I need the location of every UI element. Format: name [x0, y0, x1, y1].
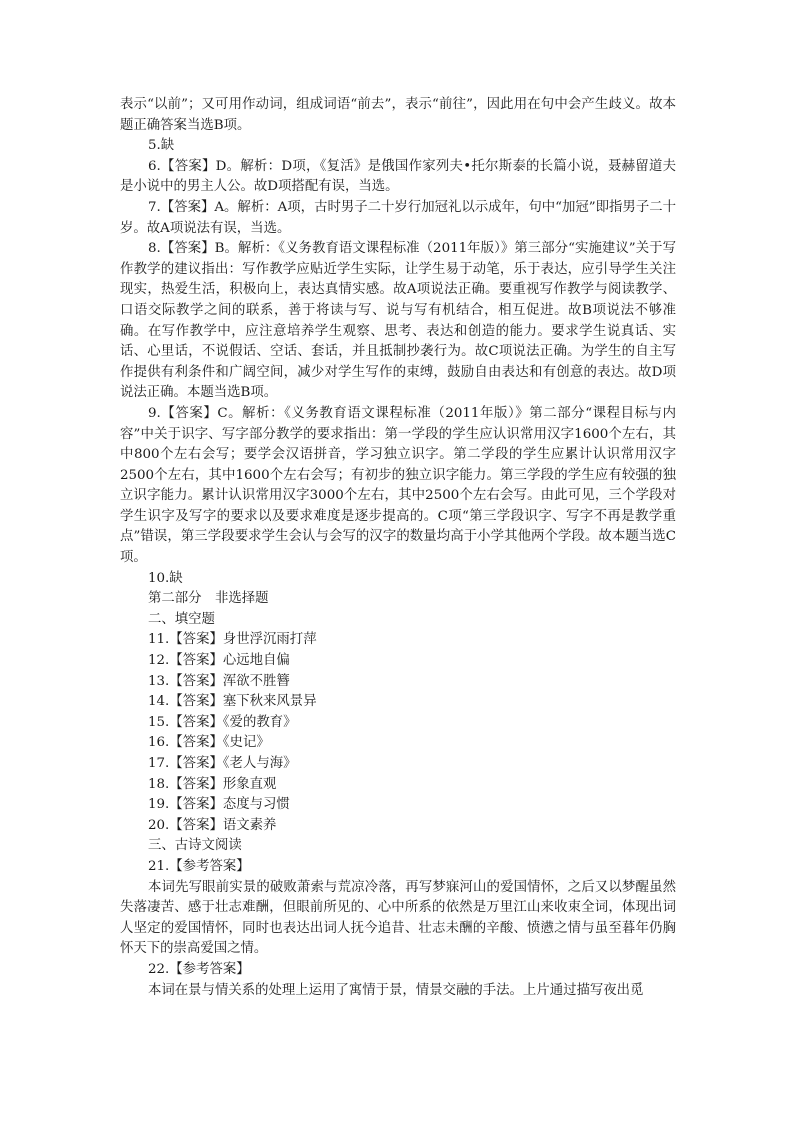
paragraph-continuation: 表示“以前”；又可用作动词，组成词语“前去”，表示“前往”，因此用在句中会产生歧义。故本题正确答案当选B项。 — [120, 97, 676, 133]
answer-item-13: 13.【答案】浑欲不胜簪 — [148, 673, 290, 689]
answer-item-22: 22.【参考答案】 — [148, 961, 250, 977]
answer-item-17: 17.【答案】《老人与海》 — [148, 756, 297, 771]
answer-item-14: 14.【答案】塞下秋来风景异 — [148, 694, 317, 710]
answer-item-10: 10.缺 — [148, 570, 183, 586]
answer-item-21: 21.【参考答案】 — [148, 858, 250, 874]
answer-item-6: 6.【答案】D。解析：D项，《复活》是俄国作家列夫•托尔斯泰的长篇小说，聂赫留道夫是小说中的男主人公。故D项搭配有误，当选。 — [120, 158, 676, 195]
answer-item-7: 7.【答案】A。解析：A项，古时男子二十岁行加冠礼以示成年，句中“加冠”即指男子二十岁。故A项说法有误，当选。 — [120, 199, 676, 236]
answer-item-8: 8.【答案】B。解析：《义务教育语文课程标准（2011年版）》第三部分“实施建议”关于写作教学的建议指出：写作教学应贴近学生实际，让学生易于动笔，乐于表达，应引导学生关注现实，热爱生活，积极向上，表达真情实感。故A项说法正确。要重视写作教学与阅读教学、口语交际教学之间的联系，善于将读与写、说与写有机结合，相互促进。故B项说法不够准确。在写作教学中，应注意培养学生观察、思考、表达和创造的能力。要求学生说真话、实话、心里话，不说假话、空话、套话，并且抵制抄袭行为。故C项说法正确。为学生的自主写作提供有利条件和广阔空间，减少对学生写作的束缚，鼓励自由表达和有创意的表达。故D项说法正确。本题当选B项。 — [120, 241, 676, 401]
answer-item-15: 15.【答案】《爱的教育》 — [148, 714, 297, 730]
answer-item-20: 20.【答案】语文素养 — [148, 817, 277, 833]
section-heading-part-two: 第二部分 非选择题 — [148, 591, 269, 607]
answer-item-11: 11.【答案】身世浮沉雨打萍 — [148, 632, 317, 648]
answer-item-19: 19.【答案】态度与习惯 — [148, 797, 290, 813]
answer-item-18: 18.【答案】形象直观 — [148, 776, 277, 792]
section-heading-fill-in: 二、填空题 — [148, 611, 215, 627]
answer-item-12: 12.【答案】心远地自偏 — [148, 653, 290, 669]
answer-item-16: 16.【答案】《史记》 — [148, 735, 270, 751]
answer-text-body — [120, 95, 676, 1001]
answer-21-body: 本词先写眼前实景的破败萧索与荒凉冷落，再写梦寐河山的爱国情怀，之后又以梦醒虽然失落凄苦、感于壮志难酬，但眼前所见的、心中所系的依然是万里江山来收束全词，体现出词人坚定的爱国情怀，同时也表达出词人抚今追昔、壮志未酬的辛酸、愤懑之情与虽至暮年仍胸怀天下的崇高爱国之情。 — [120, 879, 676, 957]
section-heading-poetry: 三、古诗文阅读 — [148, 838, 242, 854]
answer-item-9: 9.【答案】C。解析：《义务教育语文课程标准（2011年版）》第二部分“课程目标与内容”中关于识字、写字部分教学的要求指出：第一学段的学生应认识常用汉字1600个左右，其中800个左右会写；要学会汉语拼音，学习独立识字。第二学段的学生应累计认识常用汉字2500个左右，其中1600个左右会写；有初步的独立识字能力。第三学段的学生应有较强的独立识字能力。累计认识常用汉字3000个左右，其中2500个左右会写。由此可见，三个学段对学生识字及写字的要求以及要求难度是逐步提高的。C项“第三学段识字、写字不再是教学重点”错误，第三学段要求学生会认与会写的汉字的数量均高于小学其他两个学段。故本题当选C项。 — [120, 405, 676, 566]
answer-22-body: 本词在景与情关系的处理上运用了寓情于景，情景交融的手法。上片通过描写夜出觅 — [148, 982, 644, 998]
answer-item-5: 5.缺 — [148, 138, 175, 154]
